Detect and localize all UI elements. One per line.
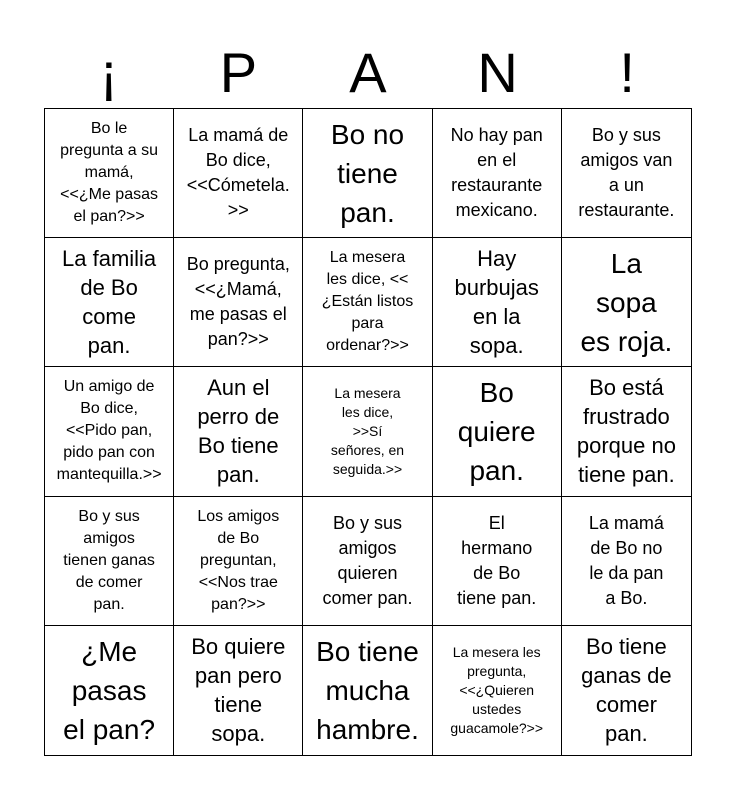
bingo-cell-r3-c3[interactable] [303, 367, 432, 496]
bingo-cell-r3-c4[interactable] [433, 367, 562, 496]
bingo-cell-r2-c4[interactable] [433, 238, 562, 367]
header-letter-5: ! [619, 41, 635, 104]
bingo-cell-r4-c5[interactable] [562, 497, 691, 626]
bingo-cell-r4-c3[interactable] [303, 497, 432, 626]
bingo-board [44, 108, 692, 756]
header-letter-1: ¡ [99, 41, 119, 104]
bingo-cell-r3-c2[interactable] [174, 367, 303, 496]
bingo-cell-r5-c3[interactable] [303, 626, 432, 755]
bingo-cell-r2-c5[interactable] [562, 238, 691, 367]
bingo-cell-r4-c2[interactable] [174, 497, 303, 626]
cell-text: ¿Me pasas el pan? [63, 635, 156, 745]
cell-text: Bo tiene mucha hambre. [316, 635, 419, 745]
cell-text: Bo tiene ganas de comer pan. [581, 634, 672, 747]
cell-text: La mesera les pregunta, <<¿Quieren ustedes guacamole?>> [450, 643, 544, 736]
bingo-cell-r3-c1[interactable] [45, 367, 174, 496]
bingo-cell-r4-c1[interactable] [45, 497, 174, 626]
cell-text: Aun el perro de Bo tiene pan. [197, 375, 280, 488]
cell-text: Bo está frustrado porque no tiene pan. [576, 375, 676, 488]
bingo-cell-r1-c2[interactable] [174, 109, 303, 238]
header-letter-4: N [477, 41, 518, 104]
cell-text: El hermano de Bo tiene pan. [457, 512, 537, 608]
cell-text: Bo no tiene pan. [330, 118, 405, 228]
cell-text: La mamá de Bo dice, <<Cómetela. >> [186, 125, 290, 221]
bingo-cell-r2-c1[interactable] [45, 238, 174, 367]
cell-text: Bo y sus amigos van a un restaurante. [578, 125, 675, 221]
header-letter-3: A [349, 41, 387, 104]
cell-text: Los amigos de Bo preguntan, <<Nos trae pan?>> [197, 507, 280, 613]
bingo-cell-r5-c5[interactable] [562, 626, 691, 755]
cell-text: La mamá de Bo no le da pan a Bo. [588, 512, 664, 608]
bingo-cell-r1-c5[interactable] [562, 109, 691, 238]
bingo-cell-r2-c3[interactable] [303, 238, 432, 367]
cell-text: Bo y sus amigos quieren comer pan. [322, 512, 413, 608]
cell-text: La sopa es roja. [580, 247, 673, 357]
bingo-cell-r2-c2[interactable] [174, 238, 303, 367]
bingo-cell-r1-c4[interactable] [433, 109, 562, 238]
cell-text: La mesera les dice, >>Sí señores, en seguida.>> [330, 384, 405, 477]
cell-text: Bo quiere pan. [457, 376, 536, 486]
bingo-cell-r3-c5[interactable] [562, 367, 691, 496]
bingo-cell-r1-c1[interactable] [45, 109, 174, 238]
bingo-header [44, 38, 692, 108]
cell-text: Un amigo de Bo dice, <<Pido pan, pido pan con mantequilla.>> [56, 378, 162, 484]
cell-text: La mesera les dice, << ¿Están listos para ordenar?>> [321, 249, 414, 355]
header-letter-2: P [219, 41, 258, 104]
bingo-cell-r5-c4[interactable] [433, 626, 562, 755]
cell-text: Bo quiere pan pero tiene sopa. [191, 634, 286, 747]
bingo-cell-r5-c2[interactable] [174, 626, 303, 755]
cell-text: Bo pregunta, <<¿Mamá, me pasas el pan?>> [186, 254, 290, 350]
cell-text: Bo le pregunta a su mamá, <<¿Me pasas el pan?>> [60, 120, 159, 226]
bingo-cell-r1-c3[interactable] [303, 109, 432, 238]
cell-text: La familia de Bo come pan. [62, 246, 157, 359]
bingo-cell-r5-c1[interactable] [45, 626, 174, 755]
cell-text: No hay pan en el restaurante mexicano. [450, 125, 543, 221]
cell-text: Hay burbujas en la sopa. [454, 246, 539, 359]
bingo-cell-r4-c4[interactable] [433, 497, 562, 626]
cell-text: Bo y sus amigos tienen ganas de comer pan. [63, 507, 155, 613]
